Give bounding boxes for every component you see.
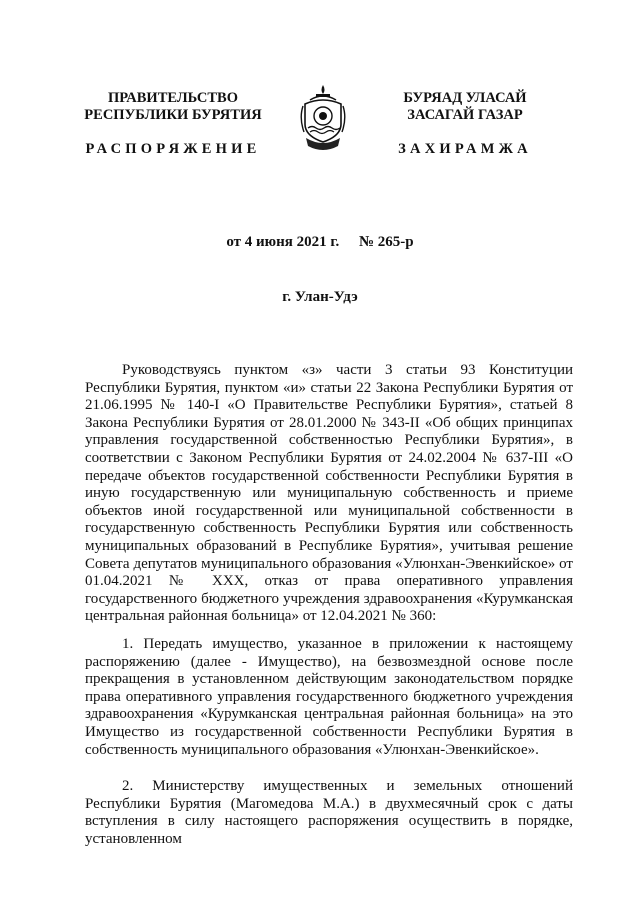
header-left-block xyxy=(73,90,273,157)
item-1-paragraph xyxy=(85,636,573,759)
header-right-line1: БУРЯАД УЛАСАЙ xyxy=(403,90,527,106)
preamble-text: Руководствуясь пунктом «з» части 3 статьи 93 Конституции Республики Бурятия, пунктом «и» статьи 22 Закона Республики Бурятия от 21.06.1995 № 140-I «О Правительстве Республики Бурятия», статьей 8 Закона Республики Бурятия от 28.01.2000 № 343-II «Об общих принципах управления государственной собственностью Республики Бурятия», в соответствии с Законом Республики Бурятия от 24.02.2004 № 637-III «О передаче объектов государственной собственности Республики Бурятия в иную государственную или муниципальную собственность и приеме объектов иной государственной или муниципальной собственности в государственную собственность Республики Бурятия или собственность муниципальных образований в Республике Бурятия», учитывая решение Совета депутатов муниципального образования «Улюнхан-Эвенкийское» от 01.04.2021 № XXX, отказ от права оперативного управления государственного бюджетного учреждения здравоохранения «Курумканская центральная районная больница» от 12.04.2021 № 360: xyxy=(85,362,573,625)
item-2-text: 2. Министерству имущественных и земельных отношений Республики Бурятия (Магомедова М.А.) в двухмесячный срок с даты вступления в силу настоящего распоряжения осуществить в порядке, установленном xyxy=(85,778,573,847)
coat-of-arms-icon xyxy=(298,82,348,154)
document-number: № 265-р xyxy=(358,234,414,250)
document-date-number xyxy=(0,234,640,251)
item-1-text: 1. Передать имущество, указанное в приложении к настоящему распоряжению (далее - Имущество), на безвозмездной основе после прекращения в установленном действующим законодательством порядке права оперативного управления государственного бюджетного учреждения здравоохранения «Курумканская центральная районная больница» на это Имущество из государственной собственности Республики Бурятия в собственность муниципального образования «Улюнхан-Эвенкийское». xyxy=(85,636,573,758)
header-left-line1: ПРАВИТЕЛЬСТВО xyxy=(108,90,238,106)
document-city: г. Улан-Удэ xyxy=(282,289,358,305)
header-right-doctype: ЗАХИРАМЖА xyxy=(398,141,532,157)
item-2-paragraph xyxy=(85,778,573,848)
header-right-block xyxy=(365,90,565,157)
preamble-paragraph xyxy=(85,362,573,626)
document-date: от 4 июня 2021 г. xyxy=(226,234,340,250)
header-right-line2: ЗАСАГАЙ ГАЗАР xyxy=(407,107,523,123)
header-left-doctype: РАСПОРЯЖЕНИЕ xyxy=(85,141,261,157)
header-left-line2: РЕСПУБЛИКИ БУРЯТИЯ xyxy=(84,107,262,123)
